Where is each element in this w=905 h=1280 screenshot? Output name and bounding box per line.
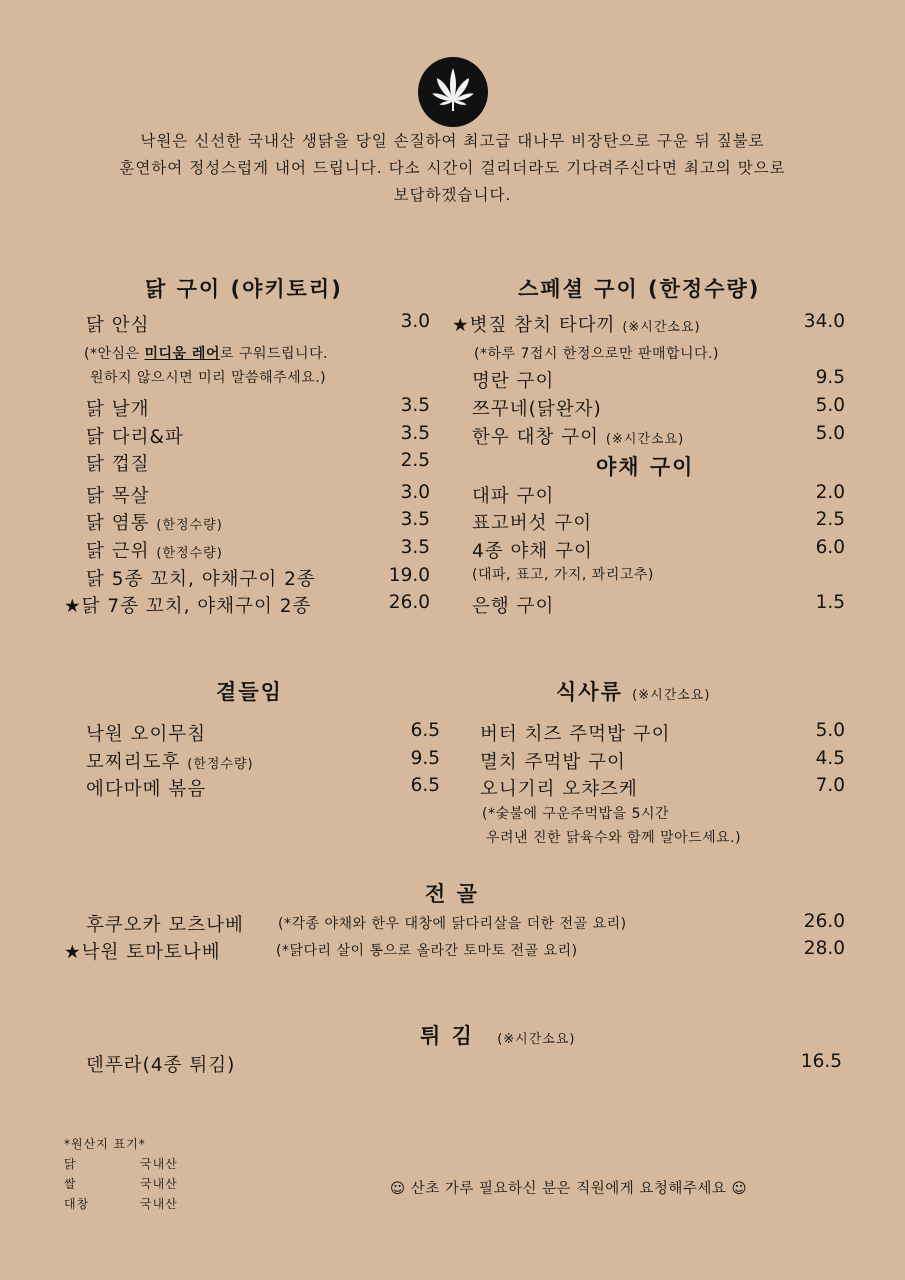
menu-item-name: ★볏짚 참치 타다끼 (※시간소요) — [452, 315, 701, 336]
intro-line: 보답하겠습니다. — [393, 186, 512, 204]
origin-item: 대창 — [64, 1197, 90, 1211]
menu-item-name: 버터 치즈 주먹밥 구이 — [480, 724, 671, 745]
menu-item-name: 닭 근위 (한정수량) — [86, 541, 223, 562]
menu-item-name: 멸치 주먹밥 구이 — [480, 752, 626, 773]
intro-line: 훈연하여 정성스럽게 내어 드립니다. 다소 시간이 걸리더라도 기다려주신다면 최고의 맛으로 — [119, 159, 786, 177]
time-note: (※시간소요) — [497, 1032, 576, 1047]
section-title-fried: 튀 김 (※시간소요) — [420, 1024, 576, 1048]
time-note: (※시간소요) — [622, 320, 701, 335]
menu-item-price: 3.5 — [400, 509, 430, 530]
menu-item-price: 2.0 — [815, 482, 845, 503]
menu-item-name: 대파 구이 — [472, 486, 555, 507]
section-title-vegetable: 야채 구이 — [596, 455, 695, 479]
menu-item-price: 19.0 — [388, 565, 430, 586]
menu-item-price: 3.5 — [400, 537, 430, 558]
section-title-meals: 식사류 (※시간소요) — [556, 680, 711, 704]
menu-item-price: 5.0 — [815, 720, 845, 741]
menu-item-price: 3.0 — [400, 311, 430, 332]
section-title-special: 스페셜 구이 (한정수량) — [518, 277, 761, 301]
menu-item-price: 4.5 — [815, 748, 845, 769]
menu-item-price: 3.5 — [400, 395, 430, 416]
tataki-note: (*하루 7접시 한정으로만 판매합니다.) — [474, 346, 719, 362]
menu-item-name: 오니기리 오챠즈케 — [480, 779, 638, 800]
menu-item-name: 닭 날개 — [86, 399, 150, 420]
section-title-hotpot: 전 골 — [425, 882, 479, 906]
menu-item-name: 닭 다리&파 — [86, 427, 184, 448]
menu-item-name: 모찌리도후 (한정수량) — [86, 752, 254, 773]
origin-place: 국내산 — [140, 1177, 178, 1191]
origin-place: 국내산 — [140, 1197, 178, 1211]
menu-item-price: 6.5 — [410, 775, 440, 796]
menu-item-name: 표고버섯 구이 — [472, 513, 593, 534]
time-note: (※시간소요) — [605, 432, 685, 447]
menu-item-name: 은행 구이 — [472, 596, 555, 617]
menu-item-price: 5.0 — [815, 423, 845, 444]
menu-item-name: 쯔꾸네(닭완자) — [472, 399, 602, 420]
anshim-note-emphasis: 미디움 레어 — [144, 346, 220, 362]
menu-item-name: 한우 대창 구이 (※시간소요) — [472, 427, 685, 448]
origin-place: 국내산 — [140, 1157, 178, 1171]
menu-item-name: ★낙원 토마토나베 — [64, 942, 221, 963]
menu-item-name: 닭 안심 — [86, 315, 150, 336]
menu-item-name: 후쿠오카 모츠나베 — [86, 915, 244, 936]
origin-title: *원산지 표기* — [64, 1137, 146, 1151]
menu-item-name: 닭 목살 — [86, 486, 150, 507]
section-title-yakitori: 닭 구이 (야키토리) — [145, 277, 343, 301]
menu-item-price: 1.5 — [815, 592, 845, 613]
origin-item: 쌀 — [64, 1177, 77, 1191]
menu-item-price: 7.0 — [815, 775, 845, 796]
limited-note: (한정수량) — [156, 518, 223, 533]
menu-item-price: 9.5 — [410, 748, 440, 769]
menu-item-price: 9.5 — [815, 367, 845, 388]
menu-item-price: 2.5 — [815, 509, 845, 530]
menu-item-name: ★닭 7종 꼬치, 야채구이 2종 — [64, 596, 312, 617]
menu-item-price: 26.0 — [803, 911, 845, 932]
limited-note: (한정수량) — [156, 546, 223, 561]
menu-item-name: 명란 구이 — [472, 371, 555, 392]
menu-item-name: 에다마메 볶음 — [86, 779, 207, 800]
cannabis-leaf-icon — [418, 57, 488, 127]
meals-note-line2: 우려낸 진한 닭육수와 함께 말아드세요.) — [486, 830, 742, 846]
anshim-note: (*안심은 미디움 레어로 구워드립니다. — [84, 346, 329, 362]
menu-item-name: 닭 5종 꼬치, 야채구이 2종 — [86, 569, 316, 590]
menu-item-price: 6.0 — [815, 537, 845, 558]
pepper-request-note: ☺ 산초 가루 필요하신 분은 직원에게 요청해주세요 ☺ — [390, 1181, 748, 1197]
menu-item-name: 닭 껍질 — [86, 454, 150, 475]
limited-note: (한정수량) — [187, 757, 254, 772]
time-note: (※시간소요) — [632, 688, 711, 703]
menu-item-price: 16.5 — [800, 1051, 842, 1072]
menu-item-price: 2.5 — [400, 450, 430, 471]
anshim-note-line2: 원하지 않으시면 미리 말씀해주세요.) — [90, 370, 327, 386]
menu-item-name: 닭 염통 (한정수량) — [86, 513, 223, 534]
hotpot-note: (*각종 야채와 한우 대창에 닭다리살을 더한 전골 요리) — [278, 916, 627, 932]
menu-item-price: 28.0 — [803, 938, 845, 959]
menu-item-price: 26.0 — [388, 592, 430, 613]
intro-text — [40, 128, 865, 209]
menu-item-price: 6.5 — [410, 720, 440, 741]
hotpot-note: (*닭다리 살이 통으로 올라간 토마토 전골 요리) — [276, 943, 578, 959]
menu-item-price: 5.0 — [815, 395, 845, 416]
menu-item-price: 3.0 — [400, 482, 430, 503]
menu-item-name: 4종 야채 구이 — [472, 541, 593, 562]
section-title-sides: 곁들임 — [216, 680, 283, 704]
menu-item-price: 34.0 — [803, 311, 845, 332]
intro-line: 낙원은 신선한 국내산 생닭을 당일 손질하여 최고급 대나무 비장탄으로 구운 뒤 짚불로 — [140, 132, 765, 150]
meals-note-line1: (*숯불에 구운주먹밥을 5시간 — [482, 806, 670, 822]
menu-item-name: 덴푸라(4종 튀김) — [86, 1055, 236, 1076]
menu-item-price: 3.5 — [400, 423, 430, 444]
origin-item: 닭 — [64, 1157, 77, 1171]
menu-item-name: 낙원 오이무침 — [86, 724, 207, 745]
vegetable-note: (대파, 표고, 가지, 꽈리고추) — [472, 567, 654, 583]
